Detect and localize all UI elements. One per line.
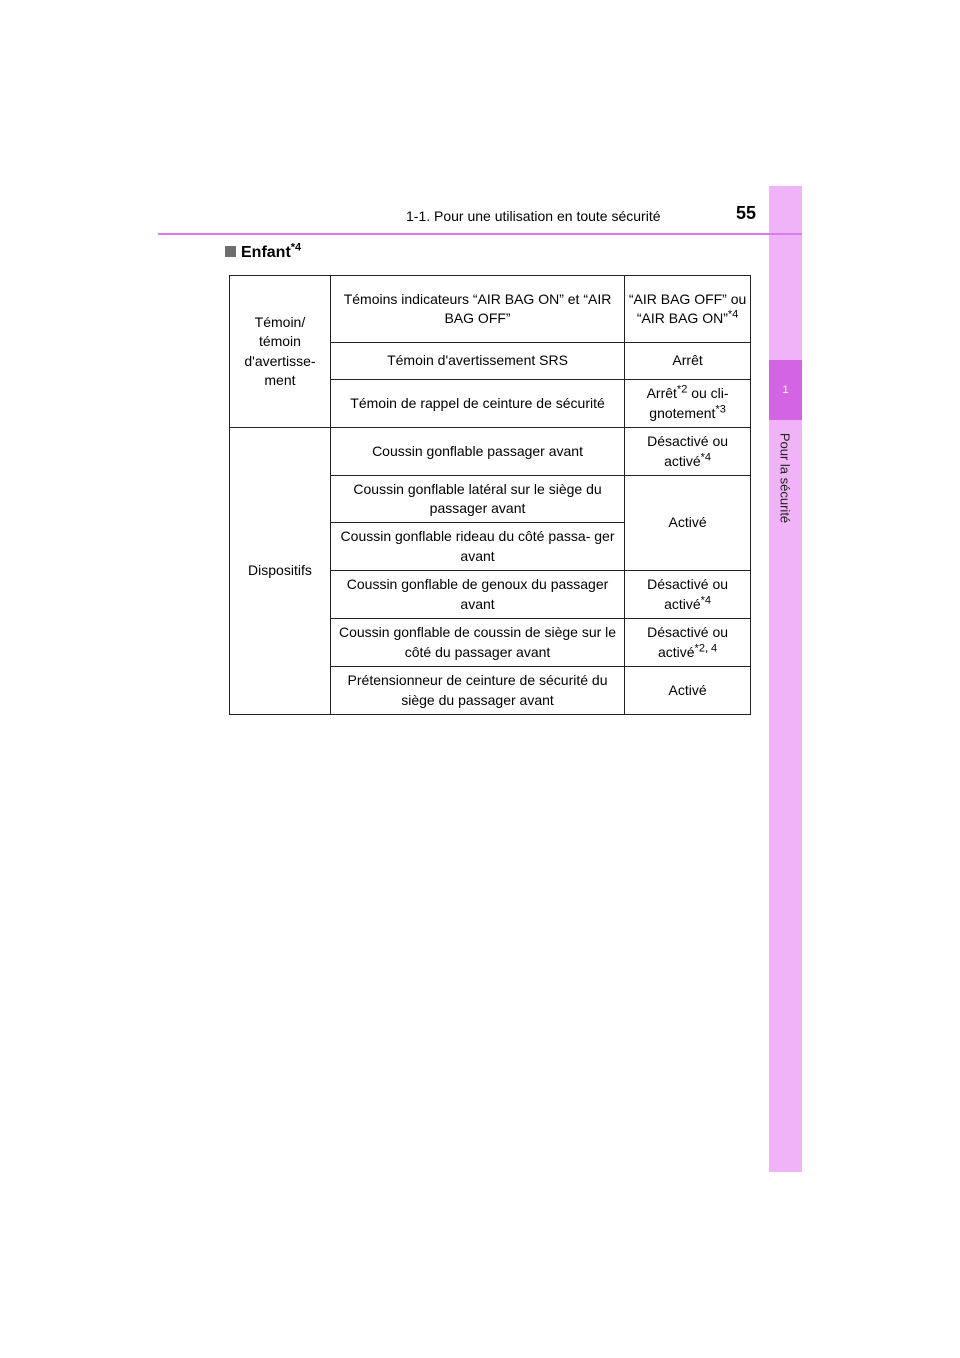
table-status	[625, 276, 751, 343]
airbag-status-table	[229, 275, 751, 715]
status-text: Désactivé ou activé	[647, 433, 729, 469]
table-row	[230, 428, 751, 476]
footnote-marker: *3	[715, 402, 726, 415]
heading-title: Enfant	[241, 244, 291, 261]
table-item: Coussin gonflable latéral sur le siège du passager avant	[330, 476, 624, 523]
footnote-marker: *4	[700, 450, 712, 463]
header-divider	[158, 233, 802, 235]
table-status: Activé	[625, 476, 751, 571]
status-text: “AIR BAG OFF” ou “AIR BAG ON”	[628, 290, 747, 326]
table-status	[625, 619, 751, 667]
footnote-marker: *2	[676, 383, 688, 396]
status-text: Désactivé ou activé	[647, 624, 729, 660]
table-item: Prétensionneur de ceinture de sécurité du siège du passager avant	[330, 667, 624, 715]
section-heading	[225, 241, 302, 262]
table-row	[230, 276, 751, 343]
chapter-number: 1	[769, 360, 802, 420]
group-label-devices: Dispositifs	[230, 428, 331, 715]
table-status: Activé	[625, 667, 751, 715]
status-text: ou cli- gnotement	[649, 385, 729, 421]
table-item: Coussin gonflable rideau du côté passa- ger avant	[330, 523, 624, 571]
heading-footnote-marker: *4	[290, 241, 302, 254]
status-text: Arrêt	[646, 385, 677, 401]
chapter-side-tab	[769, 186, 802, 1172]
group-label-indicators: Témoin/ témoin d'avertisse- ment	[230, 276, 331, 428]
table-item: Coussin gonflable passager avant	[330, 428, 624, 476]
table-item: Témoin d'avertissement SRS	[330, 343, 624, 380]
table-item: Témoins indicateurs “AIR BAG ON” et “AIR BAG OFF”	[330, 276, 624, 343]
status-text: Désactivé ou activé	[647, 576, 729, 612]
table-status: Arrêt	[625, 343, 751, 380]
table-item: Témoin de rappel de ceinture de sécurité	[330, 380, 624, 428]
footnote-marker: *4	[727, 308, 739, 321]
square-bullet-icon	[225, 246, 236, 257]
section-title: 1-1. Pour une utilisation en toute sécurité	[406, 208, 661, 224]
chapter-label: Pour la sécurité	[777, 432, 793, 524]
table-item: Coussin gonflable de coussin de siège sur le côté du passager avant	[330, 619, 624, 667]
page-number: 55	[736, 203, 757, 223]
table-item: Coussin gonflable de genoux du passager avant	[330, 571, 624, 619]
footnote-marker: *2, 4	[694, 641, 718, 654]
table-status	[625, 380, 751, 428]
footnote-marker: *4	[700, 593, 712, 606]
table-status	[625, 571, 751, 619]
table-status	[625, 428, 751, 476]
